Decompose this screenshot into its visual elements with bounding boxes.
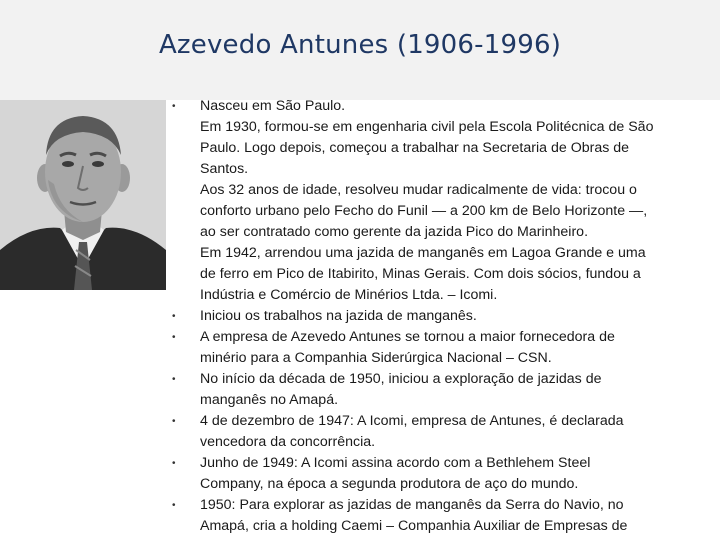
- bullet-line: Iniciou os trabalhos na jazida de manganês.: [200, 308, 477, 324]
- bullet-line: Em 1942, arrendou uma jazida de manganês em Lagoa Grande e uma: [200, 245, 646, 261]
- bullet-line: ao ser contratado como gerente da jazida Pico do Marinheiro.: [200, 224, 589, 240]
- bullet-line: de ferro em Pico de Itabirito, Minas Gerais. Com dois sócios, fundou a: [200, 266, 641, 282]
- bullet-line: conforto urbano pelo Fecho do Funil — a 200 km de Belo Horizonte —,: [200, 203, 648, 219]
- bullet-line: Em 1930, formou-se em engenharia civil pela Escola Politécnica de São: [200, 119, 654, 135]
- bullet-line: Company, na época a segunda produtora de aço do mundo.: [200, 476, 579, 492]
- bullet-item: [170, 306, 718, 327]
- bullet-marker: •: [172, 500, 176, 511]
- bullet-marker: •: [172, 332, 176, 343]
- bullet-line: No início da década de 1950, iniciou a exploração de jazidas de: [200, 371, 602, 387]
- bullet-line: Amapá, cria a holding Caemi – Companhia Auxiliar de Empresas de: [200, 518, 628, 534]
- bullet-line: Aos 32 anos de idade, resolveu mudar radicalmente de vida: trocou o: [200, 182, 637, 198]
- bullet-line: Indústria e Comércio de Minérios Ltda. – Icomi.: [200, 287, 498, 303]
- bullet-marker: •: [172, 101, 176, 112]
- title-bar: [0, 0, 720, 100]
- bullet-marker: •: [172, 311, 176, 322]
- bullet-item: [170, 369, 718, 411]
- bullet-line: Junho de 1949: A Icomi assina acordo com a Bethlehem Steel: [200, 455, 591, 471]
- portrait-photo: [0, 100, 166, 290]
- bullet-line: Paulo. Logo depois, começou a trabalhar na Secretaria de Obras de: [200, 140, 630, 156]
- bullet-item: [170, 411, 718, 453]
- bullet-line: Nasceu em São Paulo.: [200, 98, 346, 114]
- bullet-line: 1950: Para explorar as jazidas de manganês da Serra do Navio, no: [200, 497, 624, 513]
- bullet-line: vencedora da concorrência.: [200, 434, 376, 450]
- slide-title: Azevedo Antunes (1906-1996): [158, 30, 562, 60]
- bullet-line: 4 de dezembro de 1947: A Icomi, empresa de Antunes, é declarada: [200, 413, 624, 429]
- bullet-item: [170, 96, 718, 306]
- portrait-photo-icon: [0, 100, 166, 290]
- bullet-item: [170, 327, 718, 369]
- bullet-line: A empresa de Azevedo Antunes se tornou a maior fornecedora de: [200, 329, 615, 345]
- bullet-list: [170, 96, 718, 537]
- bullet-item: [170, 453, 718, 495]
- bullet-marker: •: [172, 458, 176, 469]
- bullet-marker: •: [172, 374, 176, 385]
- bullet-marker: •: [172, 416, 176, 427]
- bullet-line: minério para a Companhia Siderúrgica Nacional – CSN.: [200, 350, 552, 366]
- bullet-line: Santos.: [200, 161, 249, 177]
- bullet-item: [170, 495, 718, 537]
- bullet-line: manganês no Amapá.: [200, 392, 339, 408]
